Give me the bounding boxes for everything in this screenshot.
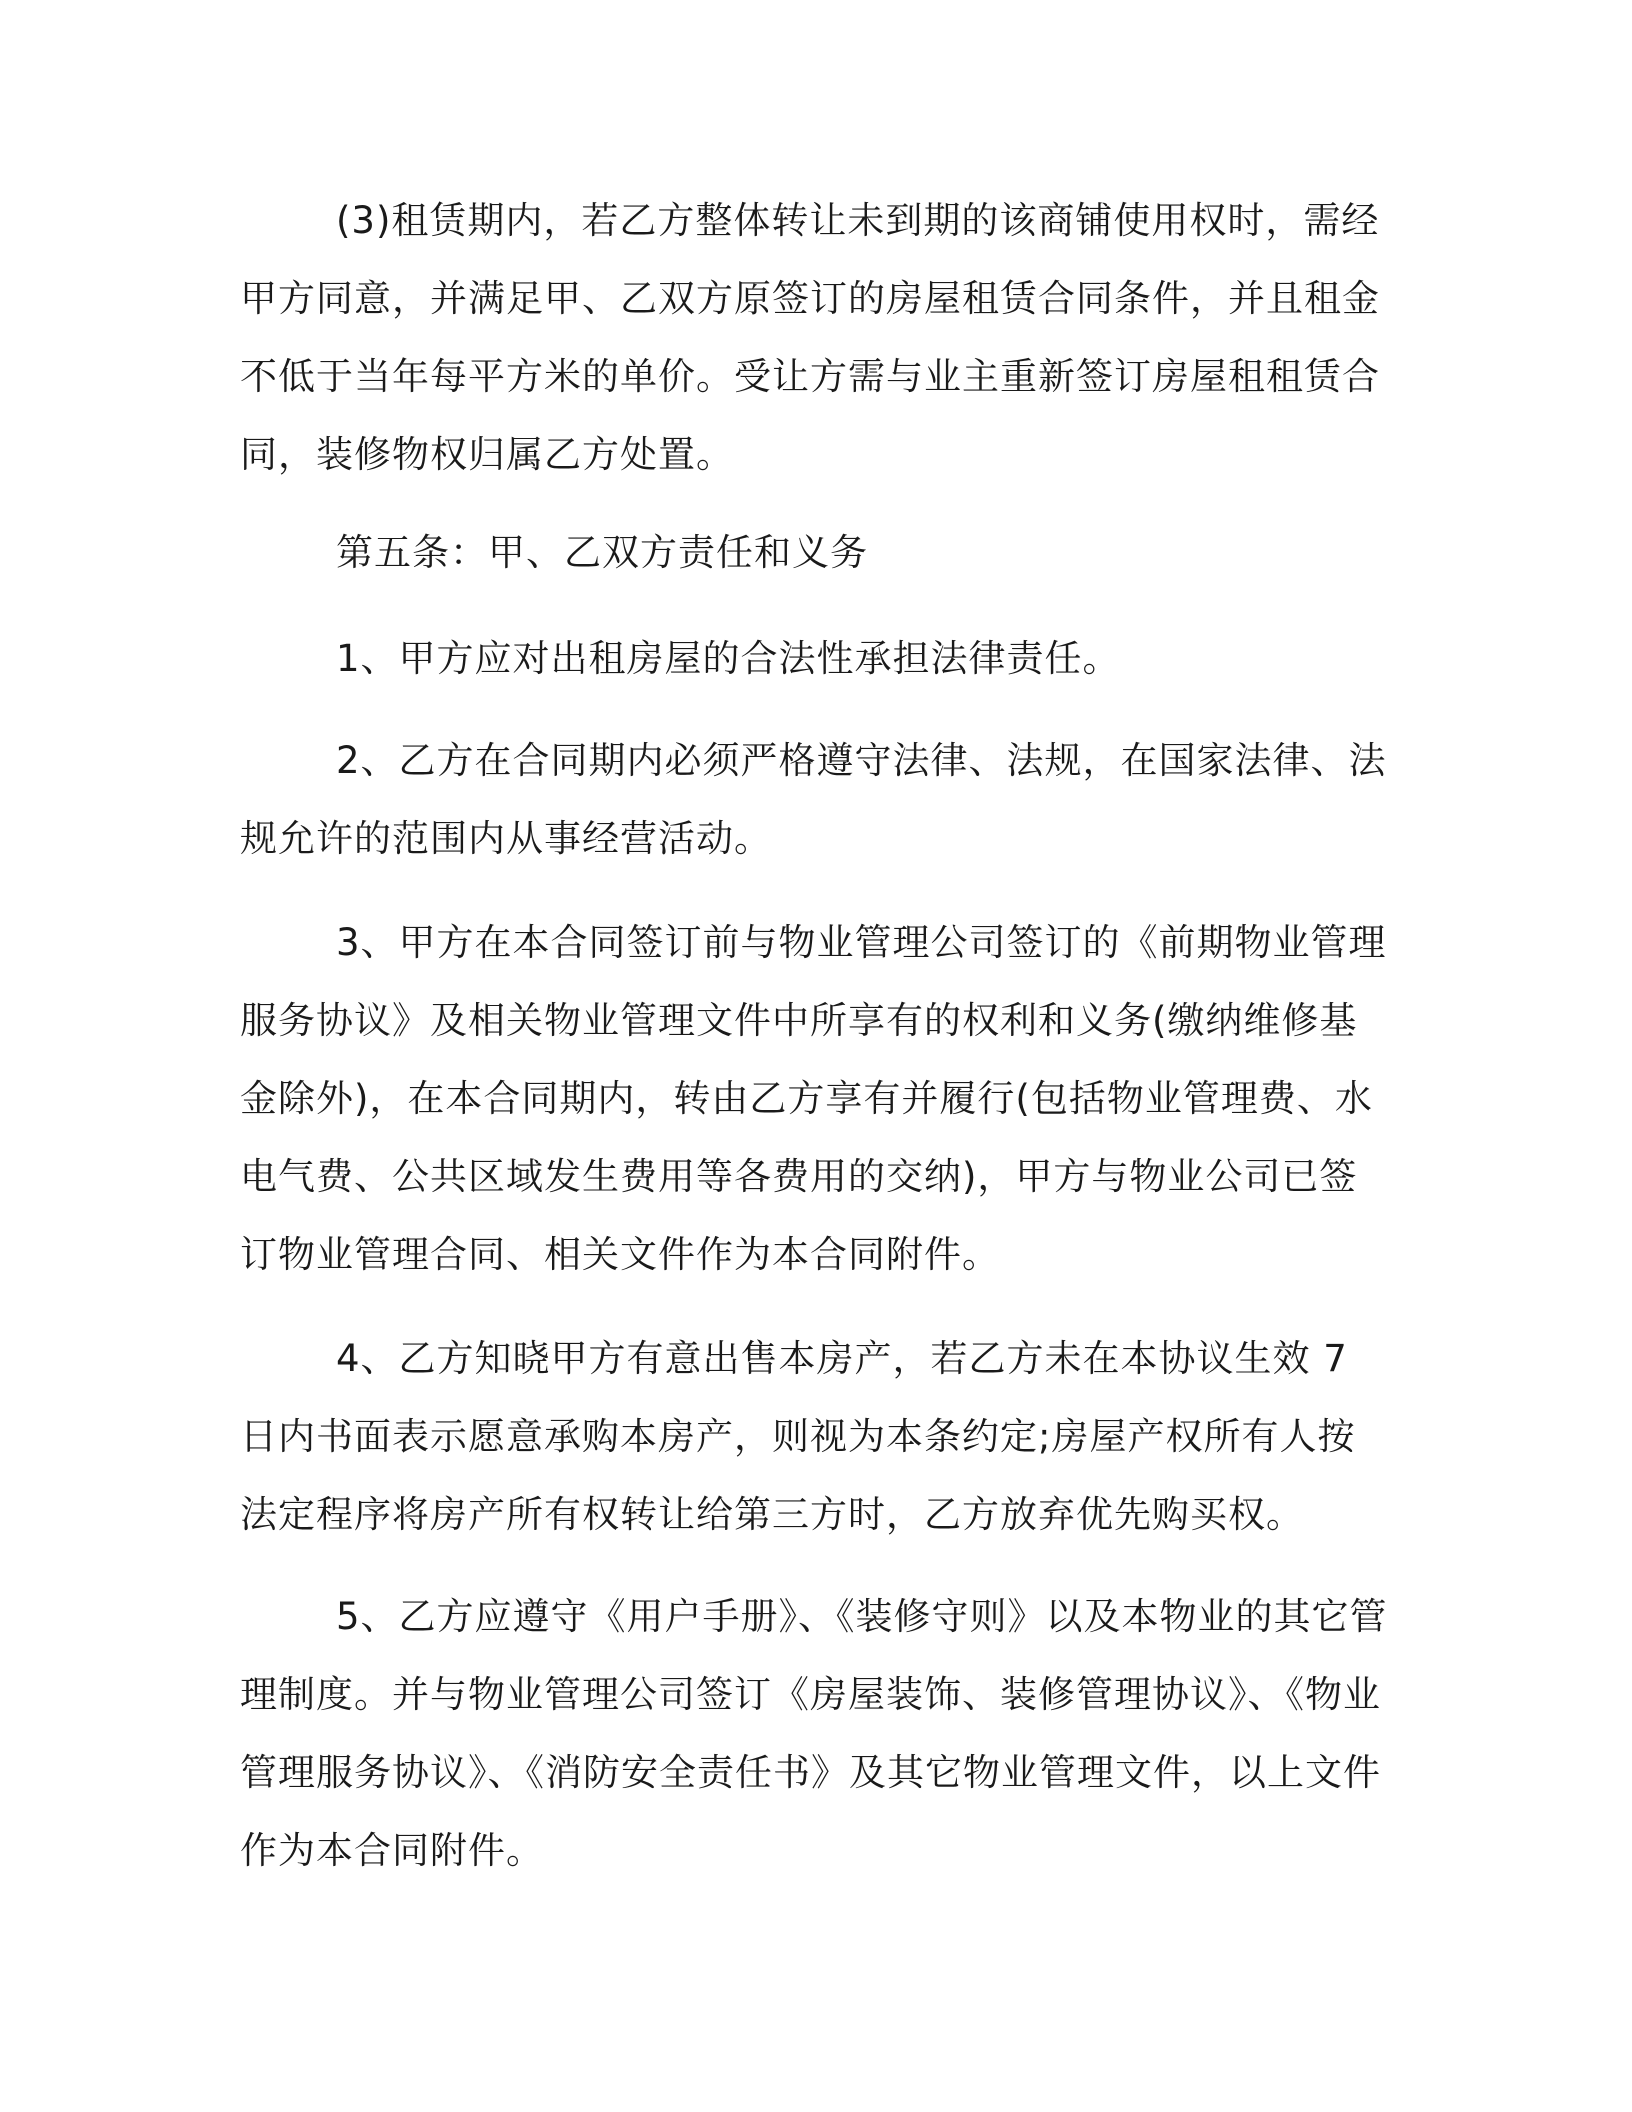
- paragraph-item-2: 2、乙方在合同期内必须严格遵守法律、法规，在国家法律、法规允许的范围内从事经营活动。: [240, 739, 1387, 860]
- paragraph-item-5: 5、乙方应遵守《用户手册》、《装修守则》以及本物业的其它管理制度。并与物业管理公司签订《房屋装饰、装修管理协议》、《物业管理服务协议》、《消防安全责任书》及其它物业管理文件，以上文件作为本合同附件。: [240, 1595, 1388, 1872]
- paragraph-transfer-clause: (3)租赁期内，若乙方整体转让未到期的该商铺使用权时，需经甲方同意，并满足甲、乙双方原签订的房屋租赁合同条件，并且租金不低于当年每平方米的单价。受让方需与业主重新签订房屋租租赁合同，装修物权归属乙方处置。: [240, 199, 1380, 476]
- paragraph-item-3: 3、甲方在本合同签订前与物业管理公司签订的《前期物业管理服务协议》及相关物业管理文件中所享有的权利和义务(缴纳维修基金除外)，在本合同期内，转由乙方享有并履行(包括物业管理费、水电气费、公共区域发生费用等各费用的交纳)，甲方与物业公司已签订物业管理合同、相关文件作为本合同附件。: [240, 921, 1387, 1276]
- paragraph-item-4: 4、乙方知晓甲方有意出售本房产，若乙方未在本协议生效 7 日内书面表示愿意承购本房产，则视为本条约定;房屋产权所有人按法定程序将房产所有权转让给第三方时，乙方放弃优先购买权。: [240, 1337, 1356, 1536]
- paragraph-item-1: 1、甲方应对出租房屋的合法性承担法律责任。: [336, 637, 1121, 680]
- section-heading-article-five: 第五条：甲、乙双方责任和义务: [336, 531, 868, 574]
